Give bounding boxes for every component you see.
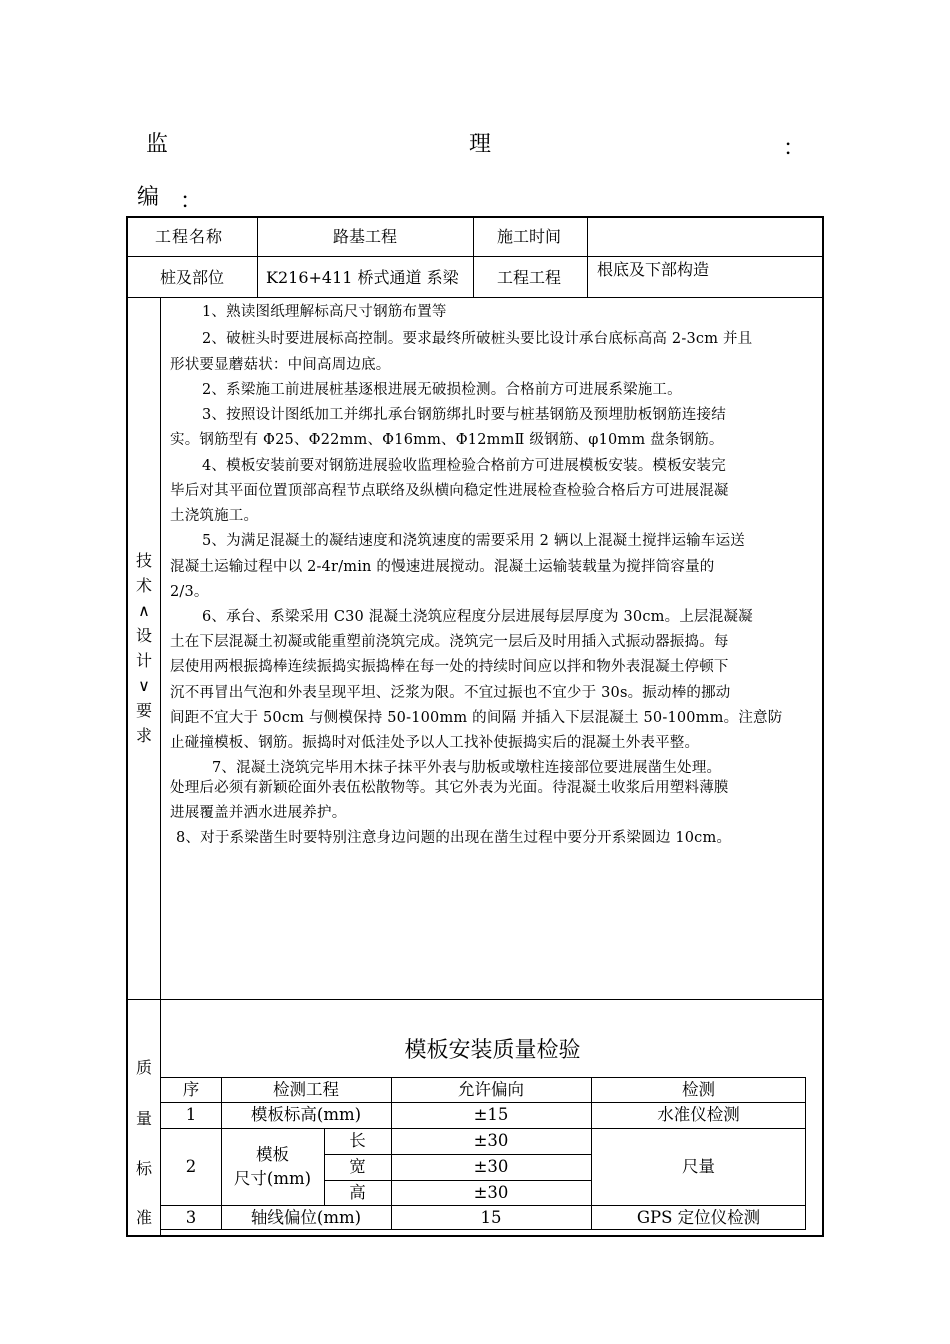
quality-row3-tolerance: 15	[480, 1208, 502, 1227]
tech-line: 2、系梁施工前进展桩基逐根进展无破损检测。合格前方可进展系梁施工。	[202, 382, 682, 398]
col-divider	[587, 216, 588, 297]
project-name-label: 工程名称	[155, 227, 224, 246]
tech-line: 1、熟读图纸理解标高尺寸钢筋布置等	[202, 304, 447, 320]
tech-side-label-1: 技	[135, 551, 152, 570]
quality-row3-item: 轴线偏位(mm)	[250, 1208, 362, 1227]
project-name-value: 路基工程	[333, 227, 398, 246]
editor-label: 编	[137, 185, 160, 210]
tech-line: 5、为满足混凝土的凝结速度和浇筑速度的需要采用 2 辆以上混凝土搅拌运输车运送	[202, 533, 745, 549]
quality-row-divider	[324, 1154, 591, 1155]
quality-row1-no: 1	[185, 1105, 197, 1124]
col-divider	[257, 216, 258, 297]
tech-line: 间距不宜大于 50cm 与侧模保持 50-100mm 的间隔 并插入下层混凝土 50-100mm。注意防	[170, 710, 783, 726]
supervisor-colon: ：	[783, 136, 806, 161]
tech-line: 6、承台、系梁采用 C30 混凝土浇筑应程度分层进展每层厚度为 30cm。上层混凝凝	[202, 609, 753, 625]
quality-row1-tolerance: ±15	[473, 1105, 509, 1124]
quality-row2-sub-name: 长	[349, 1131, 366, 1150]
quality-side-label-4: 准	[135, 1208, 152, 1227]
quality-title: 模板安装质量检验	[404, 1038, 581, 1063]
tech-line: 混凝土运输过程中以 2-4r/min 的慢速进展搅动。混凝土运输装载量为搅拌筒容量的	[170, 559, 715, 575]
editor-colon: ：	[180, 189, 203, 214]
quality-header-method: 检测	[682, 1080, 715, 1099]
tech-line: 土浇筑施工。	[170, 508, 259, 524]
tech-side-label-8: 求	[135, 726, 152, 745]
tech-line: 土在下层混凝土初凝或能重塑前浇筑完成。浇筑完一层后及时用插入式振动器振捣。每	[170, 634, 729, 650]
tech-side-label-7: 要	[135, 701, 152, 720]
tech-line: 4、模板安装前要对钢筋进展验收监理检验合格前方可进展模板安装。模板安装完	[202, 458, 726, 474]
project-item-value: 根底及下部构造	[597, 260, 710, 279]
tech-line: 处理后必须有新颖砼面外表伍松散物等。其它外表为光面。待混凝土收浆后用塑料薄膜	[170, 780, 729, 796]
tech-line: 实。钢筋型有 Φ25、Φ22mm、Φ16mm、Φ12mmⅡ 级钢筋、φ10mm 盘条钢筋。	[170, 432, 724, 448]
quality-row-divider	[324, 1180, 591, 1181]
tech-line: 止碰撞模板、钢筋。振捣时对低洼处予以人工找补使振捣实后的混凝土外表平整。	[170, 735, 700, 751]
tech-side-label-5: 计	[135, 651, 152, 670]
project-item-label: 工程工程	[497, 268, 562, 287]
tech-line: 沉不再冒出气泡和外表呈现平坦、泛浆为限。不宜过振也不宜少于 30s。振动棒的挪动	[170, 685, 731, 701]
row-divider	[126, 297, 824, 298]
tech-line: 8、对于系梁凿生时要特别注意身边问题的出现在凿生过程中要分开系梁圆边 10cm。	[176, 830, 732, 846]
tech-line: 2、破桩头时要进展标高控制。要求最终所破桩头要比设计承台底标高高 2-3cm 并且	[202, 331, 753, 347]
tech-line: 形状要显蘑菇状：中间高周边底。	[170, 357, 391, 373]
quality-row2-sub-tolerance: ±30	[473, 1131, 509, 1150]
tech-line: 2/3。	[170, 584, 209, 600]
quality-row2-sub-tolerance: ±30	[473, 1157, 509, 1176]
tech-side-label-4: 设	[135, 626, 152, 645]
quality-row2-sub-name: 宽	[349, 1157, 366, 1176]
quality-side-label-2: 量	[135, 1109, 152, 1128]
section-divider	[126, 999, 824, 1000]
quality-header-tolerance: 允许偏向	[458, 1080, 524, 1099]
tech-line: 层使用两根振捣棒连续振捣实振捣棒在每一处的持续时间应以拌和物外表混凝土停顿下	[170, 659, 729, 675]
tech-line: 毕后对其平面位置顶部高程节点联络及纵横向稳定性进展检查检验合格后方可进展混凝	[170, 483, 729, 499]
quality-row1-item: 模板标高(mm)	[250, 1105, 362, 1124]
quality-row2-sub-name: 高	[349, 1183, 366, 1202]
quality-row-divider	[161, 1102, 806, 1103]
construction-time-label: 施工时间	[497, 227, 562, 246]
location-value: K216+411 桥式通道 系梁	[266, 268, 459, 287]
quality-row3-method: GPS 定位仪检测	[636, 1208, 761, 1227]
quality-row-divider	[161, 1128, 806, 1129]
supervisor-label-2: 理	[469, 132, 492, 157]
tech-side-label-3: ∧	[138, 601, 150, 620]
supervisor-label-1: 监	[146, 132, 169, 157]
quality-side-label-1: 质	[135, 1058, 152, 1077]
quality-header-no: 序	[182, 1080, 200, 1099]
location-label: 桩及部位	[160, 268, 225, 287]
quality-side-label-3: 标	[135, 1159, 152, 1178]
quality-row2-sub-tolerance: ±30	[473, 1183, 509, 1202]
quality-row2-item-line1: 模板	[256, 1145, 289, 1164]
tech-line: 7、混凝土浇筑完毕用木抹子抹平外表与肋板或墩柱连接部位要进展凿生处理。	[212, 760, 722, 776]
quality-row2-no: 2	[185, 1157, 197, 1176]
quality-row2-method: 尺量	[682, 1157, 715, 1176]
row-divider	[126, 256, 824, 257]
quality-row3-no: 3	[185, 1208, 197, 1227]
tech-side-label-2: 术	[135, 576, 152, 595]
quality-row1-method: 水准仪检测	[657, 1105, 740, 1124]
tech-line: 进展覆盖并洒水进展养护。	[170, 805, 347, 821]
tech-side-label-6: ∨	[138, 676, 150, 695]
tech-line: 3、按照设计图纸加工并绑扎承台钢筋绑扎时要与桩基钢筋及预埋肋板钢筋连接结	[202, 407, 726, 423]
quality-row2-item-line2: 尺寸(mm)	[233, 1169, 312, 1188]
col-divider	[473, 216, 474, 297]
quality-row-divider	[161, 1205, 806, 1206]
quality-header-item: 检测工程	[273, 1080, 339, 1099]
